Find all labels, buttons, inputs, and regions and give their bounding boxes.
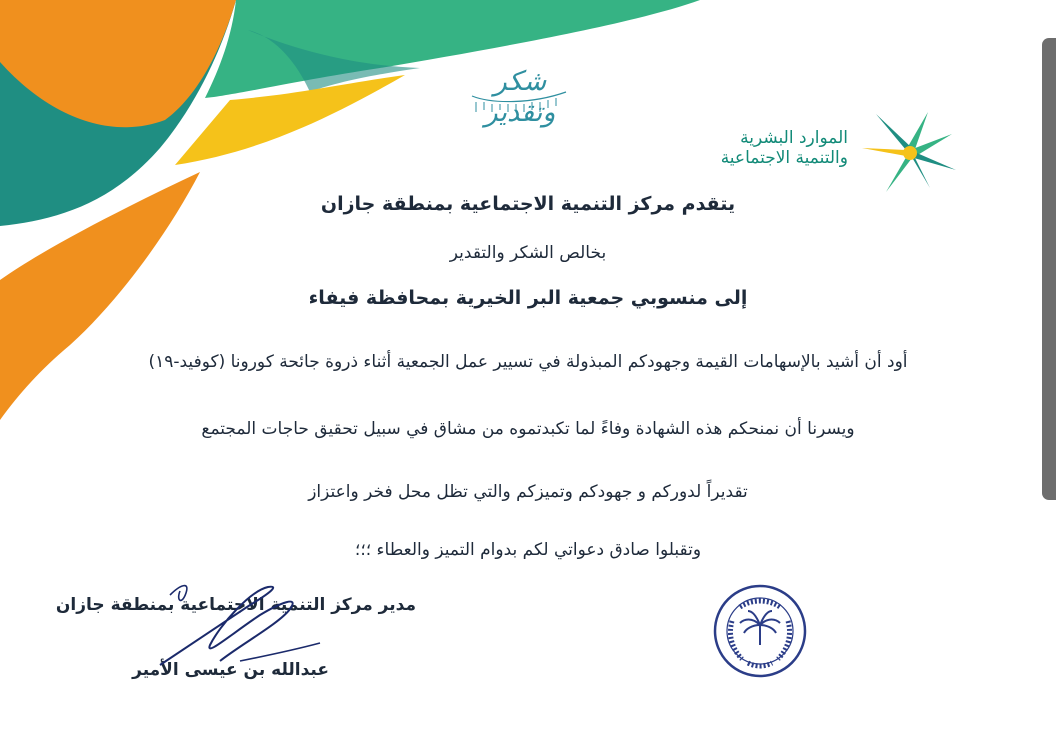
body-line-2: ويسرنا أن نمنحكم هذه الشهادة وفاءً لما تكبدتموه من مشاق في سبيل تحقيق حاجات المجتمع: [201, 419, 855, 439]
stamp-palm-icon: [740, 611, 780, 645]
body-line-3: تقديراً لدوركم و جهودكم وتميزكم والتي تظل محل فخر واعتزاز: [308, 482, 748, 502]
signatory-name: عبدالله بن عيسى الأمير: [132, 660, 329, 680]
official-stamp: [712, 583, 808, 679]
body-line-1: أود أن أشيد بالإسهامات القيمة وجهودكم المبذولة في تسيير عمل الجمعية أثناء ذروة جائحة كورونا (كوفيد-١٩): [148, 352, 908, 372]
presenter-heading: يتقدم مركز التنمية الاجتماعية بمنطقة جازان: [320, 193, 736, 215]
logo-palm-icon: [856, 108, 960, 194]
recipient-heading: إلى منسوبي جمعية البر الخيرية بمحافظة فيفاء: [308, 287, 748, 309]
logo-line-2: والتنمية الاجتماعية: [720, 148, 848, 168]
calligraphy-title: [462, 52, 578, 128]
calligraphy-text: شكر وتقدير: [484, 66, 556, 128]
yellow-wedge: [175, 75, 405, 165]
scrollbar[interactable]: [1042, 38, 1056, 500]
ministry-logo: [700, 108, 960, 194]
green-band: [205, 0, 700, 98]
body-line-4: وتقبلوا صادق دعواتي لكم بدوام التميز والعطاء ؛؛؛: [354, 540, 702, 560]
thanks-line: بخالص الشكر والتقدير: [449, 243, 607, 263]
logo-line-1: الموارد البشرية: [740, 128, 848, 148]
handwritten-signature: [150, 565, 330, 675]
logo-text: [721, 128, 848, 168]
signatory-title: مدير مركز التنمية الاجتماعية بمنطقة جازان: [55, 595, 416, 615]
